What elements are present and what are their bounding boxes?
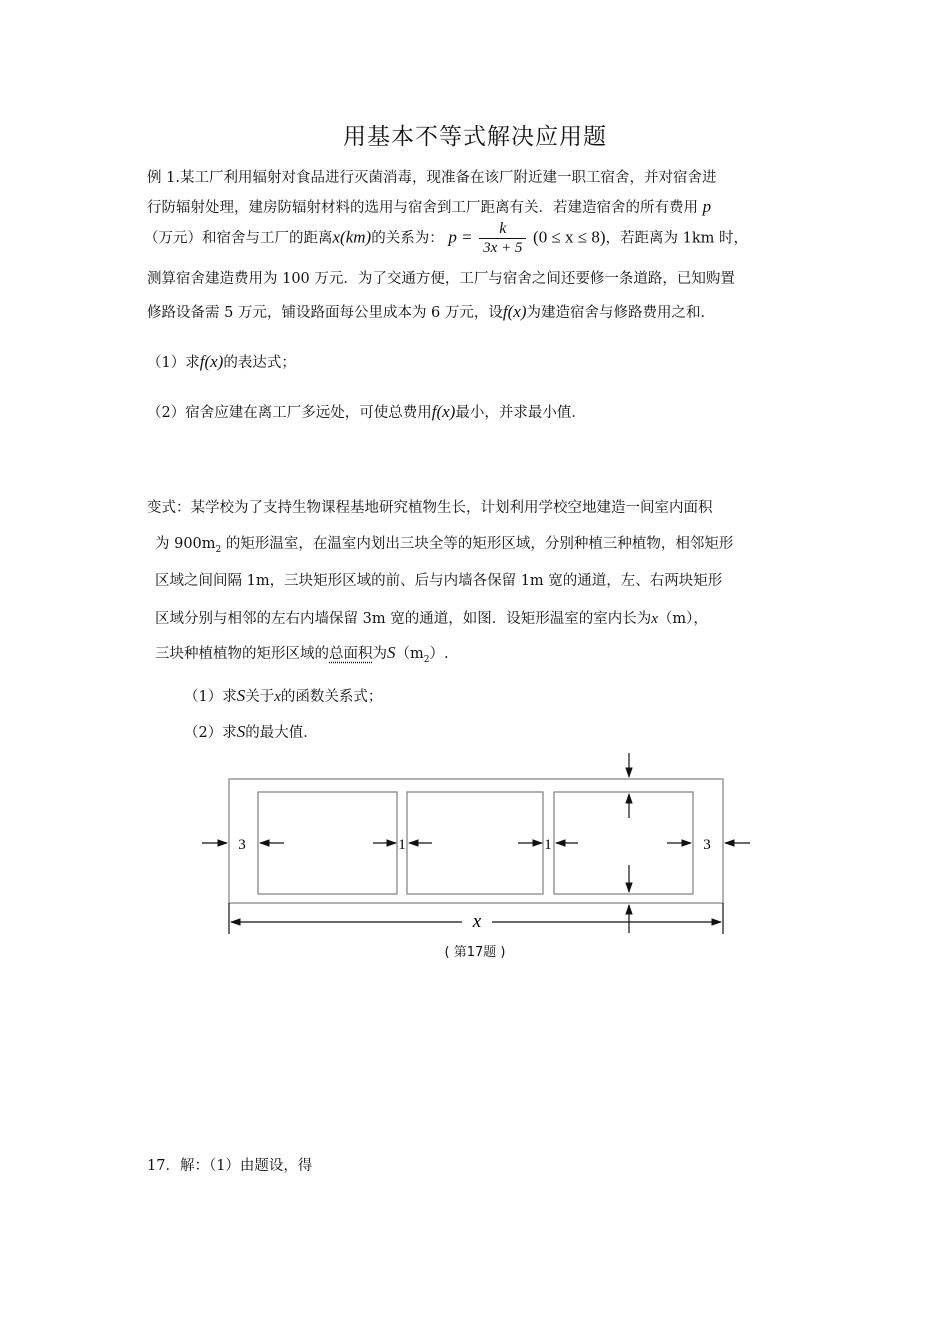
outer-wall	[229, 779, 723, 903]
figure-caption: ( 第17题 )	[444, 945, 506, 960]
variant-question-1: （1）求S关于x的函数关系式；	[184, 686, 383, 705]
example-question-1: （1）求f(x)的表达式；	[147, 352, 296, 371]
variant-line-3: 区域之间间隔 1m，三块矩形区域的前、后与内墙各保留 1m 宽的通道，左、右两块矩形	[155, 573, 723, 589]
example-line-3: （万元）和宿舍与工厂的距离x(km)的关系为： p = $\frac{k}{3x + 5}$ (0 ≤ x ≤ 8)，若距离为 1km 时，	[144, 220, 749, 256]
example-line-2: 行防辐射处理，建房防辐射材料的选用与宿舍到工厂距离有关．若建造宿舍的所有费用 p	[147, 197, 712, 216]
label-gap-2: 1	[544, 837, 552, 853]
variant-line-4: 区域分别与相邻的左右内墙保留 3m 宽的通道，如图．设矩形温室的室内长为x（m），	[155, 611, 708, 627]
example-line-4: 测算宿舍建造费用为 100 万元．为了交通方便，工厂与宿舍之间还要修一条道路，已知购置	[147, 271, 735, 287]
label-left-gap: 3	[238, 837, 246, 853]
solution-line: 17．解：（1）由题设，得	[147, 1158, 313, 1174]
formula-p: p =	[448, 227, 473, 247]
var-p: p	[702, 197, 712, 216]
example-line-5: 修路设备需 5 万元，铺设路面每公里成本为 6 万元，设f(x)为建造宿舍与修路费用之和．	[147, 302, 715, 321]
variant-line-1: 变式：某学校为了支持生物课程基地研究植物生长，计划利用学校空地建造一间室内面积	[147, 500, 713, 516]
formula-fraction: $\frac{k}{3x + 5}$	[479, 220, 526, 257]
page-title: 用基本不等式解决应用题	[343, 124, 607, 150]
variant-question-2: （2）求S的最大值．	[184, 722, 318, 741]
example-line-1: 例 1.某工厂利用辐射对食品进行灭菌消毒，现准备在该厂附近建一职工宿舍，并对宿舍进	[147, 170, 717, 186]
example-question-2: （2）宿舍应建在离工厂多远处，可使总费用f(x)最小，并求最小值．	[147, 402, 586, 421]
formula-range: (0 ≤ x ≤ 8)	[533, 227, 606, 247]
variant-line-5: 三块种植植物的矩形区域的总面积为$S(m_2)$.	[155, 643, 449, 665]
label-gap-1: 1	[398, 837, 406, 853]
label-right-gap: 3	[703, 837, 711, 853]
variant-line-2: 为 $900m_2$ 的矩形温室，在温室内划出三块全等的矩形区域，分别种植三种植物，相邻矩形	[155, 536, 734, 555]
label-length: x	[472, 911, 482, 932]
